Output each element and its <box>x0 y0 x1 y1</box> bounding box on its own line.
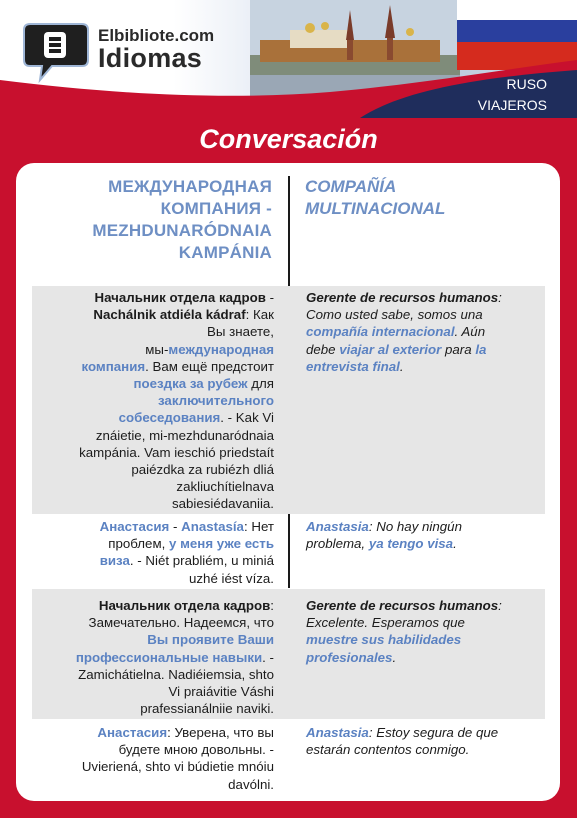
dialogue-text: Zamichátielna. Nadiéiemsia, shto <box>78 666 274 682</box>
heading-russian-line: КОМПАНИЯ - <box>160 199 272 218</box>
heading-russian <box>40 176 272 264</box>
dialogue-line <box>32 683 274 700</box>
highlighted-phrase: Анастасия <box>99 519 170 534</box>
highlighted-phrase: viajar al exterior <box>339 341 442 357</box>
dialogue-line <box>32 427 274 444</box>
dialogue-text: sabiesiédavaniia. <box>171 496 274 512</box>
course-level: VIAJEROS <box>477 97 547 113</box>
highlighted-phrase: профессиональные навыки <box>75 649 263 665</box>
dialogue-line <box>306 358 542 375</box>
dialogue-row <box>32 589 545 719</box>
dialogue-text: : Нет <box>243 519 274 534</box>
dialogue-line <box>32 444 274 461</box>
dialogue-line <box>32 375 274 392</box>
highlighted-phrase: Вы проявите Ваши <box>147 632 274 648</box>
dialogue-line <box>306 518 542 535</box>
highlighted-phrase: у меня уже есть <box>168 536 274 552</box>
dialogue-text: . Вам ещё предстоит <box>145 358 274 374</box>
highlighted-phrase: la <box>475 341 487 357</box>
brand-site: Elbibliote.com <box>98 26 215 45</box>
dialogue-line <box>32 597 274 614</box>
highlighted-phrase: компания <box>81 358 146 374</box>
highlighted-phrase: заключительного <box>157 393 274 409</box>
dialogue-line <box>32 478 274 495</box>
dialogue-line <box>32 758 274 775</box>
heading-spanish <box>305 176 545 220</box>
dialogue-line <box>306 306 542 323</box>
dialogue-text: Como usted sabe, somos una <box>306 307 483 323</box>
dialogue-text: для <box>247 376 274 392</box>
dialogue-text: - <box>169 519 182 534</box>
heading-spanish-line: MULTINACIONAL <box>305 199 446 218</box>
dialogue-line <box>32 724 274 741</box>
dialogue-line <box>32 495 274 512</box>
dialogue-text: Начальник отдела кадров <box>94 290 266 305</box>
dialogue-line <box>32 341 274 358</box>
dialogue-spanish <box>306 289 542 375</box>
highlighted-phrase: Анастасия <box>97 725 168 740</box>
dialogue-spanish <box>306 724 542 758</box>
dialogue-text: : Уверена, что вы <box>167 725 274 740</box>
highlighted-phrase: собеседования <box>118 410 221 426</box>
heading-russian-line: MEZHDUNARÓDNAIA <box>92 221 272 240</box>
dialogue-line <box>32 776 274 793</box>
dialogue-russian <box>32 724 274 793</box>
elbibliote-logo-icon <box>22 20 90 84</box>
dialogue-line <box>306 614 542 631</box>
dialogue-text: prafessianálniie naviki. <box>140 701 274 717</box>
course-tag <box>407 74 547 118</box>
highlighted-phrase: ya tengo visa <box>368 536 454 552</box>
highlighted-phrase: compañía internacional <box>306 324 455 340</box>
dialogue-line <box>32 409 274 426</box>
highlighted-phrase: profesionales <box>306 649 393 665</box>
dialogue-text: . - Niét prabliém, u miniá <box>129 553 274 569</box>
dialogue-text: . - <box>262 649 274 665</box>
dialogue-line <box>32 666 274 683</box>
dialogue-line <box>306 341 542 358</box>
dialogue-text: Nachálnik atdiéla kádraf <box>93 307 246 323</box>
highlighted-phrase: Anastasia <box>306 725 369 740</box>
dialogue-text: debe <box>306 341 340 357</box>
highlighted-phrase: Anastasia <box>306 519 369 534</box>
header-banner <box>0 0 577 118</box>
dialogue-line <box>306 289 542 306</box>
dialogue-line <box>306 741 542 758</box>
dialogue-text: . <box>392 649 397 665</box>
dialogue-text: : <box>498 598 502 613</box>
heading-russian-line: KAMPÁNIA <box>178 243 272 262</box>
section-title: Conversación <box>199 124 378 154</box>
dialogue-text: para <box>441 341 476 357</box>
dialogue-russian <box>32 518 274 587</box>
dialogue-line <box>306 597 542 614</box>
dialogue-line <box>32 289 274 306</box>
dialogue-text: kampánia. Vam ieschió priedstaít <box>79 444 274 460</box>
dialogue-text: : No hay ningún <box>368 519 462 534</box>
dialogue-text: Gerente de recursos humanos <box>306 598 499 613</box>
dialogue-text: Замечательно. Надеемся, что <box>88 615 274 631</box>
dialogue-line <box>306 724 542 741</box>
dialogue-line <box>32 392 274 409</box>
dialogue-line <box>32 614 274 631</box>
dialogue-text: Gerente de recursos humanos <box>306 290 499 305</box>
dialogue-line <box>32 570 274 587</box>
dialogue-text: estarán contentos conmigo. <box>306 742 470 758</box>
heading-russian-line: МЕЖДУНАРОДНАЯ <box>108 177 272 196</box>
dialogue-text: paiézdka za rubiézh dliá <box>131 462 274 478</box>
dialogue-text: problema, <box>306 536 369 552</box>
dialogue-text: zakliuchítielnava <box>176 479 274 495</box>
dialogue-line <box>32 461 274 478</box>
dialogue-line <box>306 535 542 552</box>
dialogue-text: Вы знаете, <box>207 324 274 340</box>
dialogue-line <box>32 631 274 648</box>
dialogue-text: : Estoy segura de que <box>368 725 499 740</box>
dialogue-text: Начальник отдела кадров <box>98 598 271 613</box>
heading-spanish-line: COMPAÑÍA <box>305 177 397 196</box>
dialogue-text: uzhé iést víza. <box>189 570 274 586</box>
dialogue-text: будете мною довольны. - <box>118 742 274 758</box>
highlighted-phrase: Anastasía <box>181 519 244 534</box>
dialogue-text: : <box>270 598 274 613</box>
dialogue-russian <box>32 289 274 513</box>
highlighted-phrase: muestre sus habilidades <box>306 632 462 648</box>
dialogue-line <box>32 649 274 666</box>
dialogue-text: : <box>498 290 502 305</box>
highlighted-phrase: международная <box>168 341 274 357</box>
dialogue-text: znáietie, mi-mezhdunaródnaia <box>95 427 274 443</box>
dialogue-spanish <box>306 597 542 666</box>
dialogue-line <box>32 535 274 552</box>
highlighted-phrase: entrevista final <box>306 358 400 374</box>
dialogue-line <box>306 631 542 648</box>
dialogue-russian <box>32 597 274 717</box>
dialogue-text: Uvieriená, shto vi búdietie mnóiu <box>81 759 274 775</box>
dialogue-line <box>32 323 274 340</box>
dialogue-line <box>32 552 274 569</box>
dialogue-text: проблем, <box>108 536 169 552</box>
dialogue-text: : Как <box>245 307 274 323</box>
dialogue-line <box>306 649 542 666</box>
dialogue-line <box>306 323 542 340</box>
course-language: RUSO <box>506 76 547 92</box>
dialogue-text: . Aún <box>454 324 486 340</box>
dialogue-line <box>32 306 274 323</box>
dialogue-text: - <box>265 290 274 305</box>
dialogue-row <box>32 517 545 585</box>
dialogue-text: . - Kak Vi <box>220 410 274 426</box>
dialogue-text: мы- <box>145 341 169 357</box>
brand-name: Idiomas <box>98 43 203 73</box>
dialogue-line <box>32 741 274 758</box>
highlighted-phrase: виза <box>99 553 130 569</box>
dialogue-row <box>32 722 545 794</box>
dialogue-row <box>32 286 545 514</box>
highlighted-phrase: поездка за рубеж <box>133 376 248 392</box>
dialogue-text: Vi praiávitie Váshi <box>168 684 274 700</box>
dialogue-text: . <box>453 536 457 552</box>
dialogue-text: . <box>399 358 404 374</box>
dialogue-text: Excelente. Esperamos que <box>306 615 465 631</box>
dialogue-line <box>32 518 274 535</box>
dialogue-line <box>32 700 274 717</box>
dialogue-spanish <box>306 518 542 552</box>
dialogue-text: davólni. <box>228 776 274 792</box>
dialogue-line <box>32 358 274 375</box>
